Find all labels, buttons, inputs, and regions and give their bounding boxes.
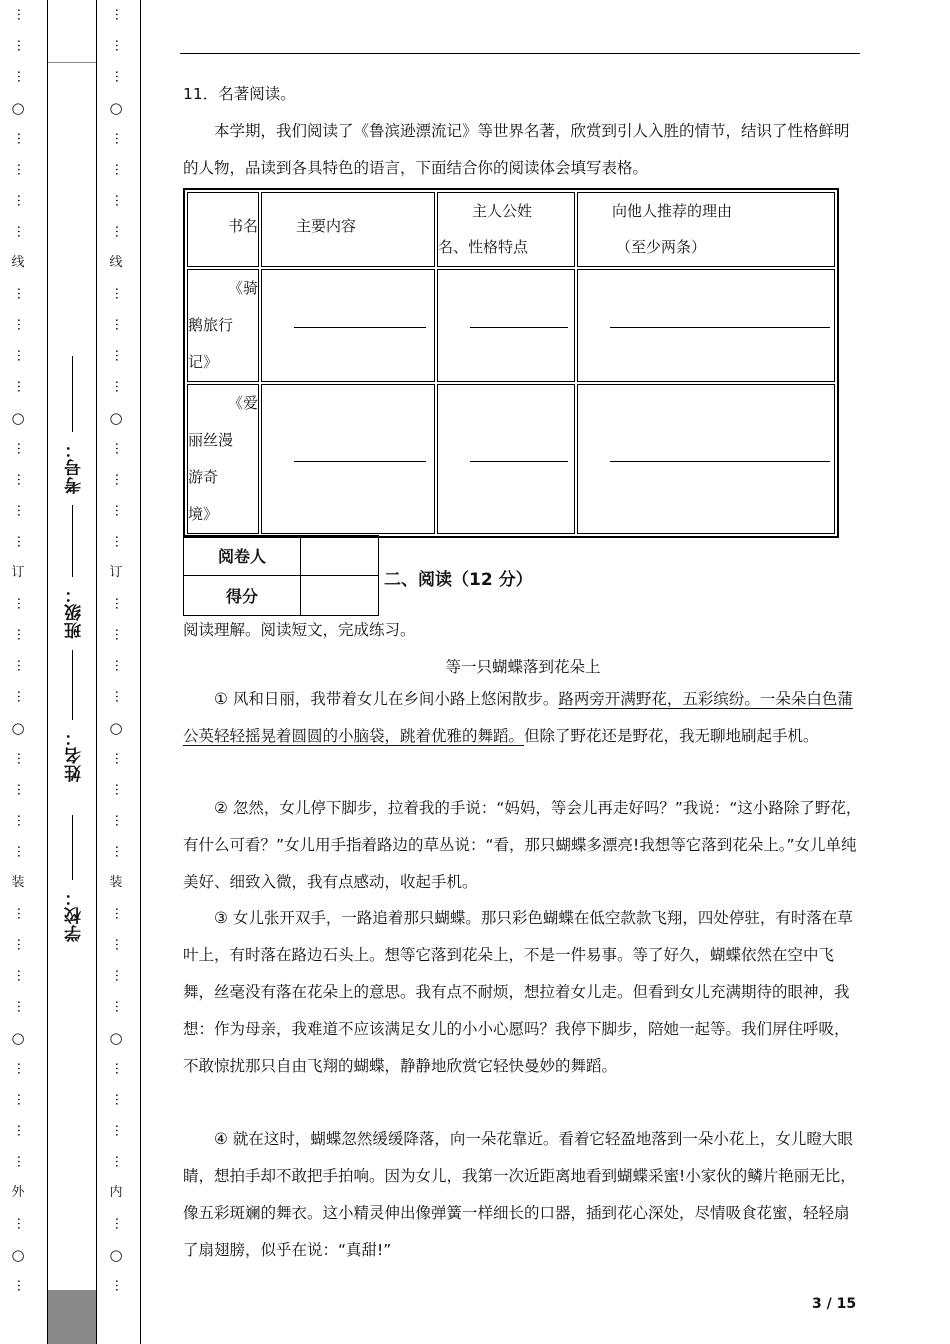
dot-mark: … — [112, 628, 127, 641]
paragraph-3: ③ 女儿张开双手，一路追着那只蝴蝶。那只彩色蝴蝶在低空款款飞翔，四处停驻，有时落在草叶上，有时落在路边石头上。想等它落到花朵上，不是一件易事。等了好久，蝴蝶依然在空中飞舞，丝毫没有落在花朵上的意思。我有点不耐烦，想拉着女儿走。但看到女儿充满期待的眼神，我想：作为母亲，我难道不应该满足女儿的小小心愿吗？我停下脚步，陪她一起等。我们屏住呼吸，不敢惊扰那只自由飞翔的蝴蝶，静静地欣赏它轻快曼妙的舞蹈。 — [183, 909, 853, 1075]
dot-mark: … — [14, 659, 29, 672]
dot-mark: … — [14, 1000, 29, 1013]
header-reason-line2: （至少两条） — [616, 238, 707, 256]
header-book: 书名 — [228, 217, 259, 235]
dot-mark: … — [112, 907, 127, 920]
dot-mark: … — [112, 8, 127, 21]
right-border-line — [140, 0, 141, 1344]
dot-mark: … — [14, 1062, 29, 1075]
dot-mark: … — [14, 938, 29, 951]
paragraph-1 — [183, 681, 863, 755]
dot-mark: … — [14, 442, 29, 455]
dot-mark: … — [112, 535, 127, 548]
name-field-blank[interactable] — [72, 650, 73, 720]
cut-circle-mark: ○ — [11, 1246, 25, 1264]
dot-mark: … — [14, 1279, 29, 1292]
p1-middle: 但除了野花还是野花，我 — [524, 727, 695, 745]
dot-mark: … — [112, 287, 127, 300]
dot-mark: … — [112, 442, 127, 455]
reading-record-table — [183, 188, 839, 538]
gray-band-bottom — [48, 1290, 96, 1344]
reviewer-label: 阅卷人 — [184, 536, 301, 576]
p1-underlined-2: 朵朵白色蒲公英轻轻摇晃着圆圆的小脑袋，跳着优雅的舞蹈。 — [183, 690, 853, 745]
cut-label-mark: 线 — [109, 255, 123, 270]
dot-mark: … — [14, 845, 29, 858]
question-title: 11．名著阅读。 — [183, 85, 296, 103]
dot-mark: … — [14, 225, 29, 238]
dot-mark: … — [112, 783, 127, 796]
book1-content-blank[interactable] — [294, 327, 426, 328]
paragraph-2: ② 忽然，女儿停下脚步，拉着我的手说：“妈妈，等会儿再走好吗？”我说：“这小路除了野花，有什么可看？”女儿用手指着路边的草丛说：“看，那只蝴蝶多漂亮!我想等它落到花朵上。”女儿单纯美好、细致入微，我有点感动，收起手机。 — [183, 799, 862, 891]
p1-underlined-1: 路两旁开满野花，五彩缤纷。一 — [558, 690, 776, 708]
outer-border-line — [47, 0, 48, 1344]
dot-mark: … — [14, 194, 29, 207]
book2-hero-blank[interactable] — [470, 461, 568, 462]
dot-mark: … — [112, 380, 127, 393]
dot-mark: … — [14, 8, 29, 21]
exam-number-field-label: 考号： — [65, 440, 85, 494]
dot-mark: … — [112, 1000, 127, 1013]
dot-mark: … — [14, 349, 29, 362]
header-hero-line1: 主人公姓 — [472, 202, 533, 220]
cut-label-mark: 外 — [11, 1185, 25, 1200]
book1-line3: 记》 — [188, 353, 219, 371]
dot-mark: … — [14, 752, 29, 765]
dot-mark: … — [112, 473, 127, 486]
dot-mark: … — [14, 380, 29, 393]
class-field-label: 班级： — [65, 585, 85, 639]
cut-label-mark: 订 — [109, 565, 123, 580]
dot-mark: … — [14, 907, 29, 920]
dot-mark: … — [112, 194, 127, 207]
dot-mark: … — [14, 597, 29, 610]
school-field-label: 学校： — [65, 888, 85, 942]
dot-mark: … — [14, 535, 29, 548]
dot-mark: … — [112, 504, 127, 517]
dot-mark: … — [14, 783, 29, 796]
dot-mark: … — [112, 845, 127, 858]
class-field-blank[interactable] — [72, 505, 73, 577]
p1-lead: ① 风和日丽，我带着女儿在乡间小路上悠闲散步。 — [214, 690, 559, 708]
dot-mark: … — [112, 752, 127, 765]
reading-instruction: 阅读理解。阅读短文，完成练习。 — [183, 621, 416, 639]
book1-hero-blank[interactable] — [470, 327, 568, 328]
book2-content-blank[interactable] — [294, 461, 426, 462]
cut-label-mark: 内 — [109, 1185, 123, 1200]
dot-mark: … — [112, 1279, 127, 1292]
cut-circle-mark: ○ — [11, 409, 25, 427]
cut-circle-mark: ○ — [109, 409, 123, 427]
inner-border-line — [96, 0, 97, 1344]
dot-mark: … — [112, 659, 127, 672]
cut-circle-mark: ○ — [109, 99, 123, 117]
dot-mark: … — [14, 1155, 29, 1168]
paragraph-4: ④ 就在这时，蝴蝶忽然缓缓降落，向一朵花靠近。看着它轻盈地落到一朵小花上，女儿瞪大眼睛，想拍手却不敢把手拍响。因为女儿，我第一次近距离地看到蝴蝶采蜜!小家伙的鳞片艳丽无比，像五彩斑斓的舞衣。这小精灵伸出像弹簧一样细长的口器，插到花心深处，尽情吸食花蜜，轻轻扇了扇翅膀，似乎在说：“真甜!” — [183, 1130, 856, 1259]
dot-mark: … — [14, 318, 29, 331]
cut-circle-mark: ○ — [109, 719, 123, 737]
dot-mark: … — [112, 1217, 127, 1230]
cut-label-mark: 装 — [11, 875, 25, 890]
score-cell[interactable] — [301, 576, 379, 616]
header-hero-line2: 名、性格特点 — [438, 238, 529, 256]
cut-label-mark: 装 — [109, 875, 123, 890]
score-label: 得分 — [184, 576, 301, 616]
dot-mark: … — [112, 1093, 127, 1106]
cut-circle-mark: ○ — [109, 1246, 123, 1264]
cut-label-mark: 线 — [11, 255, 25, 270]
section-title: 二、阅读（12 分） — [384, 570, 533, 590]
cut-circle-mark: ○ — [11, 719, 25, 737]
dot-mark: … — [112, 690, 127, 703]
book1-line2: 鹅旅行 — [188, 316, 234, 334]
book2-reason-blank[interactable] — [610, 461, 830, 462]
name-field-label: 姓名： — [65, 728, 85, 782]
dot-mark: … — [14, 628, 29, 641]
dot-mark: … — [14, 504, 29, 517]
dot-mark: … — [14, 969, 29, 982]
book2-line3: 游奇 — [188, 468, 219, 486]
dot-mark: … — [112, 225, 127, 238]
book2-line1: 《爱 — [228, 394, 259, 412]
dot-mark: … — [112, 39, 127, 52]
dot-mark: … — [14, 39, 29, 52]
header-content: 主要内容 — [296, 217, 357, 235]
dot-mark: … — [112, 318, 127, 331]
dot-mark: … — [14, 287, 29, 300]
gray-band-top — [48, 62, 96, 63]
cut-label-mark: 订 — [11, 565, 25, 580]
dot-mark: … — [112, 1062, 127, 1075]
dot-mark: … — [112, 1124, 127, 1137]
book2-line4: 境》 — [188, 505, 219, 523]
cut-circle-mark: ○ — [11, 1029, 25, 1047]
dot-mark: … — [112, 969, 127, 982]
dot-mark: … — [14, 814, 29, 827]
header-reason-line1: 向他人推荐的理由 — [612, 202, 733, 220]
score-box — [183, 535, 379, 616]
dot-mark: … — [112, 1155, 127, 1168]
dot-mark: … — [112, 814, 127, 827]
dot-mark: … — [14, 132, 29, 145]
question-intro: 本学期，我们阅读了《鲁滨逊漂流记》等世界名著，欣赏到引人入胜的情节，结识了性格鲜明的人物，品读到各具特色的语言，下面结合你的阅读体会填写表格。 — [183, 122, 850, 177]
dot-mark: … — [112, 349, 127, 362]
header-rule — [180, 53, 860, 54]
reviewer-cell[interactable] — [301, 536, 379, 576]
dot-mark: … — [14, 163, 29, 176]
dot-mark: … — [14, 690, 29, 703]
book2-line2: 丽丝漫 — [188, 431, 234, 449]
dot-mark: … — [112, 132, 127, 145]
passage-title: 等一只蝴蝶落到花朵上 — [445, 658, 601, 676]
book1-reason-blank[interactable] — [610, 327, 830, 328]
cut-circle-mark: ○ — [11, 99, 25, 117]
book1-line1: 《骑 — [228, 279, 259, 297]
dot-mark: … — [112, 597, 127, 610]
dot-mark: … — [14, 1217, 29, 1230]
page-number: 3 / 15 — [812, 1296, 857, 1312]
p1-end: 无聊地刷起手机。 — [694, 727, 819, 745]
dot-mark: … — [112, 938, 127, 951]
dot-mark: … — [14, 473, 29, 486]
school-field-blank[interactable] — [72, 815, 73, 880]
dot-mark: … — [14, 1093, 29, 1106]
dot-mark: … — [14, 1124, 29, 1137]
dot-mark: … — [14, 70, 29, 83]
dot-mark: … — [112, 70, 127, 83]
exam-number-field-blank[interactable] — [72, 356, 73, 432]
cut-circle-mark: ○ — [109, 1029, 123, 1047]
dot-mark: … — [112, 163, 127, 176]
